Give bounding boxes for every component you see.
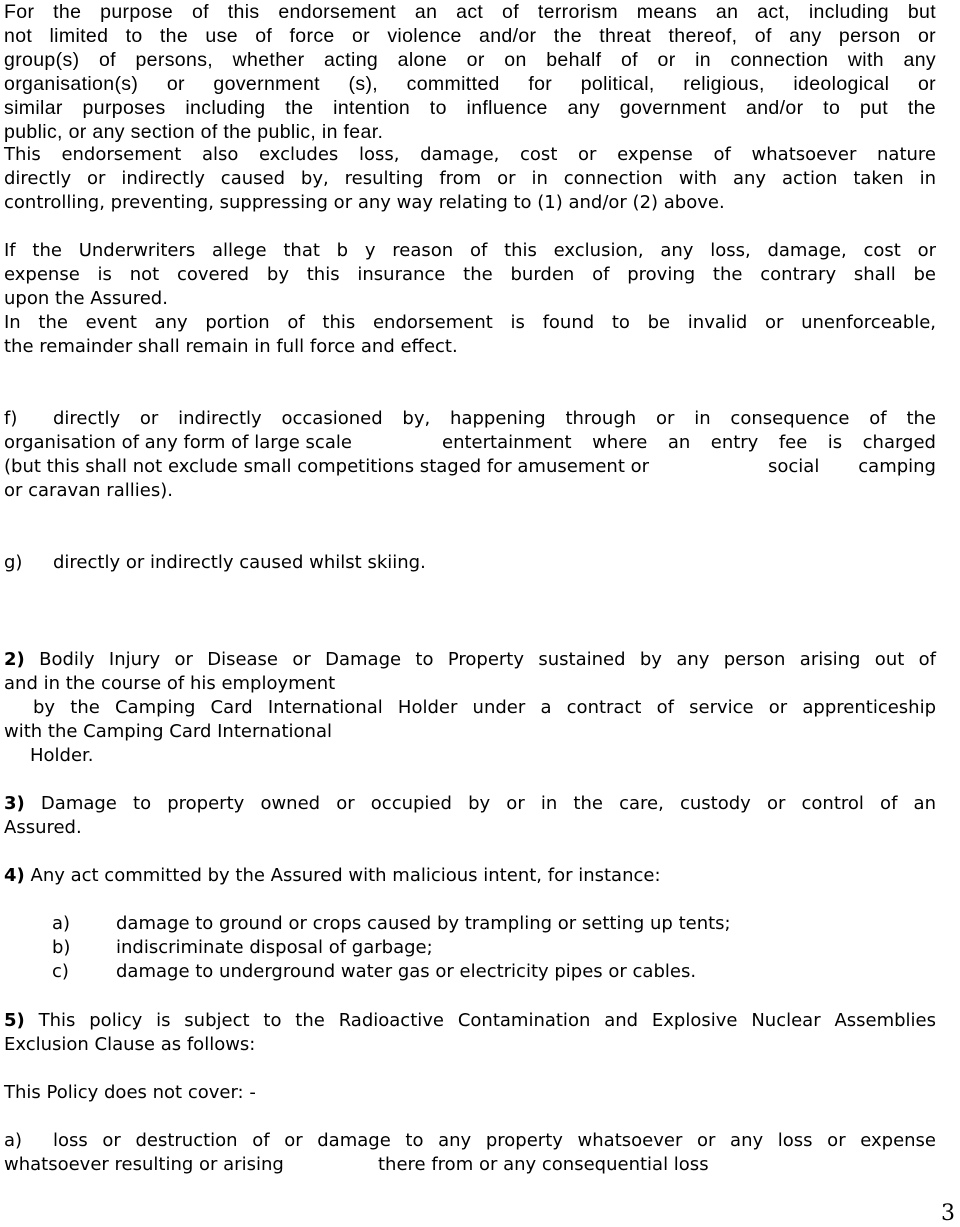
list-item-text: damage to underground water gas or electricity pipes or cables. xyxy=(116,961,697,982)
list-item-label: b) xyxy=(52,937,71,958)
section-text: This policy is subject to the Radioactive Contamination and Explosive Nuclear Assemblies xyxy=(38,1010,937,1031)
section-line: by the Camping Card International Holder under a contract of service or apprenticeship xyxy=(33,697,936,718)
item-text: there from or any consequential loss xyxy=(378,1154,709,1175)
paragraph-line: organisation(s) or government (s), committed for political, religious, ideological or xyxy=(4,73,936,95)
paragraph-line: not limited to the use of force or violence and/or the threat thereof, of any person or xyxy=(4,25,936,47)
item-f-line: or caravan rallies). xyxy=(4,480,173,501)
item-text: directly or indirectly caused whilst skiing. xyxy=(53,552,426,573)
item-label: f) xyxy=(4,408,18,429)
item-text: (but this shall not exclude small competitions staged for amusement or xyxy=(4,456,650,477)
section-5-first-line xyxy=(4,1009,936,1033)
list-item-text: indiscriminate disposal of garbage; xyxy=(116,937,433,958)
section-number: 3) xyxy=(4,793,25,814)
section-line: with the Camping Card International xyxy=(4,721,332,742)
section-3-first-line xyxy=(4,792,936,816)
list-item xyxy=(52,960,936,984)
list-item-text: damage to ground or crops caused by trampling or setting up tents; xyxy=(116,913,731,934)
policy-does-not-cover: This Policy does not cover: - xyxy=(4,1082,256,1103)
item-label: a) xyxy=(4,1130,23,1151)
section-line: Exclusion Clause as follows: xyxy=(4,1034,256,1055)
section-number: 2) xyxy=(4,649,25,670)
section-number: 5) xyxy=(4,1010,25,1031)
list-item xyxy=(52,912,936,936)
paragraph-line: controlling, preventing, suppressing or any way relating to (1) and/or (2) above. xyxy=(4,192,725,213)
item-text: entertainment where an entry fee is charged xyxy=(442,432,936,453)
item-text: whatsoever resulting or arising xyxy=(4,1154,284,1175)
item-text: organisation of any form of large scale xyxy=(4,432,352,453)
item-a-first-line xyxy=(4,1129,936,1153)
section-text: Any act committed by the Assured with malicious intent, for instance: xyxy=(30,865,661,886)
paragraph-line: For the purpose of this endorsement an act of terrorism means an act, including but xyxy=(4,1,936,23)
page-number: 3 xyxy=(941,1201,955,1226)
list-item-label: c) xyxy=(52,961,69,982)
paragraph-line: upon the Assured. xyxy=(4,288,168,309)
item-text: camping xyxy=(858,456,936,477)
section-text: Damage to property owned or occupied by or in the care, custody or control of an xyxy=(40,793,936,814)
item-f-first-line xyxy=(4,407,936,431)
list-item xyxy=(52,936,936,960)
section-2-first-line xyxy=(4,648,936,672)
paragraph-line: expense is not covered by this insurance the burden of proving the contrary shall be xyxy=(4,264,936,285)
item-f-line xyxy=(4,431,936,455)
paragraph-line: This endorsement also excludes loss, damage, cost or expense of whatsoever nature xyxy=(4,144,936,165)
paragraph-line: the remainder shall remain in full force and effect. xyxy=(4,336,458,357)
item-f-line xyxy=(4,455,936,479)
item-text: directly or indirectly occasioned by, happening through or in consequence of the xyxy=(53,408,936,429)
list-item-label: a) xyxy=(52,913,71,934)
item-a-second-line xyxy=(4,1153,936,1177)
item-text: social xyxy=(768,456,820,477)
section-4-heading xyxy=(4,864,936,888)
paragraph-line: public, or any section of the public, in fear. xyxy=(4,121,384,143)
section-text: Bodily Injury or Disease or Damage to Property sustained by any person arising out of xyxy=(39,649,936,670)
section-line: and in the course of his employment xyxy=(4,673,336,694)
paragraph-line: If the Underwriters allege that b y reason of this exclusion, any loss, damage, cost or xyxy=(4,240,936,261)
item-text: loss or destruction of or damage to any property whatsoever or any loss or expense xyxy=(53,1130,936,1151)
section-line: Assured. xyxy=(4,817,82,838)
paragraph-line: similar purposes including the intention to influence any government and/or to put the xyxy=(4,97,936,119)
item-label: g) xyxy=(4,552,23,573)
paragraph-line: directly or indirectly caused by, resulting from or in connection with any action taken in xyxy=(4,168,936,189)
section-number: 4) xyxy=(4,865,25,886)
section-line: Holder. xyxy=(30,745,94,766)
item-g xyxy=(4,551,936,575)
paragraph-line: group(s) of persons, whether acting alone or on behalf of or in connection with any xyxy=(4,49,936,71)
paragraph-line: In the event any portion of this endorsement is found to be invalid or unenforceable, xyxy=(4,312,936,333)
